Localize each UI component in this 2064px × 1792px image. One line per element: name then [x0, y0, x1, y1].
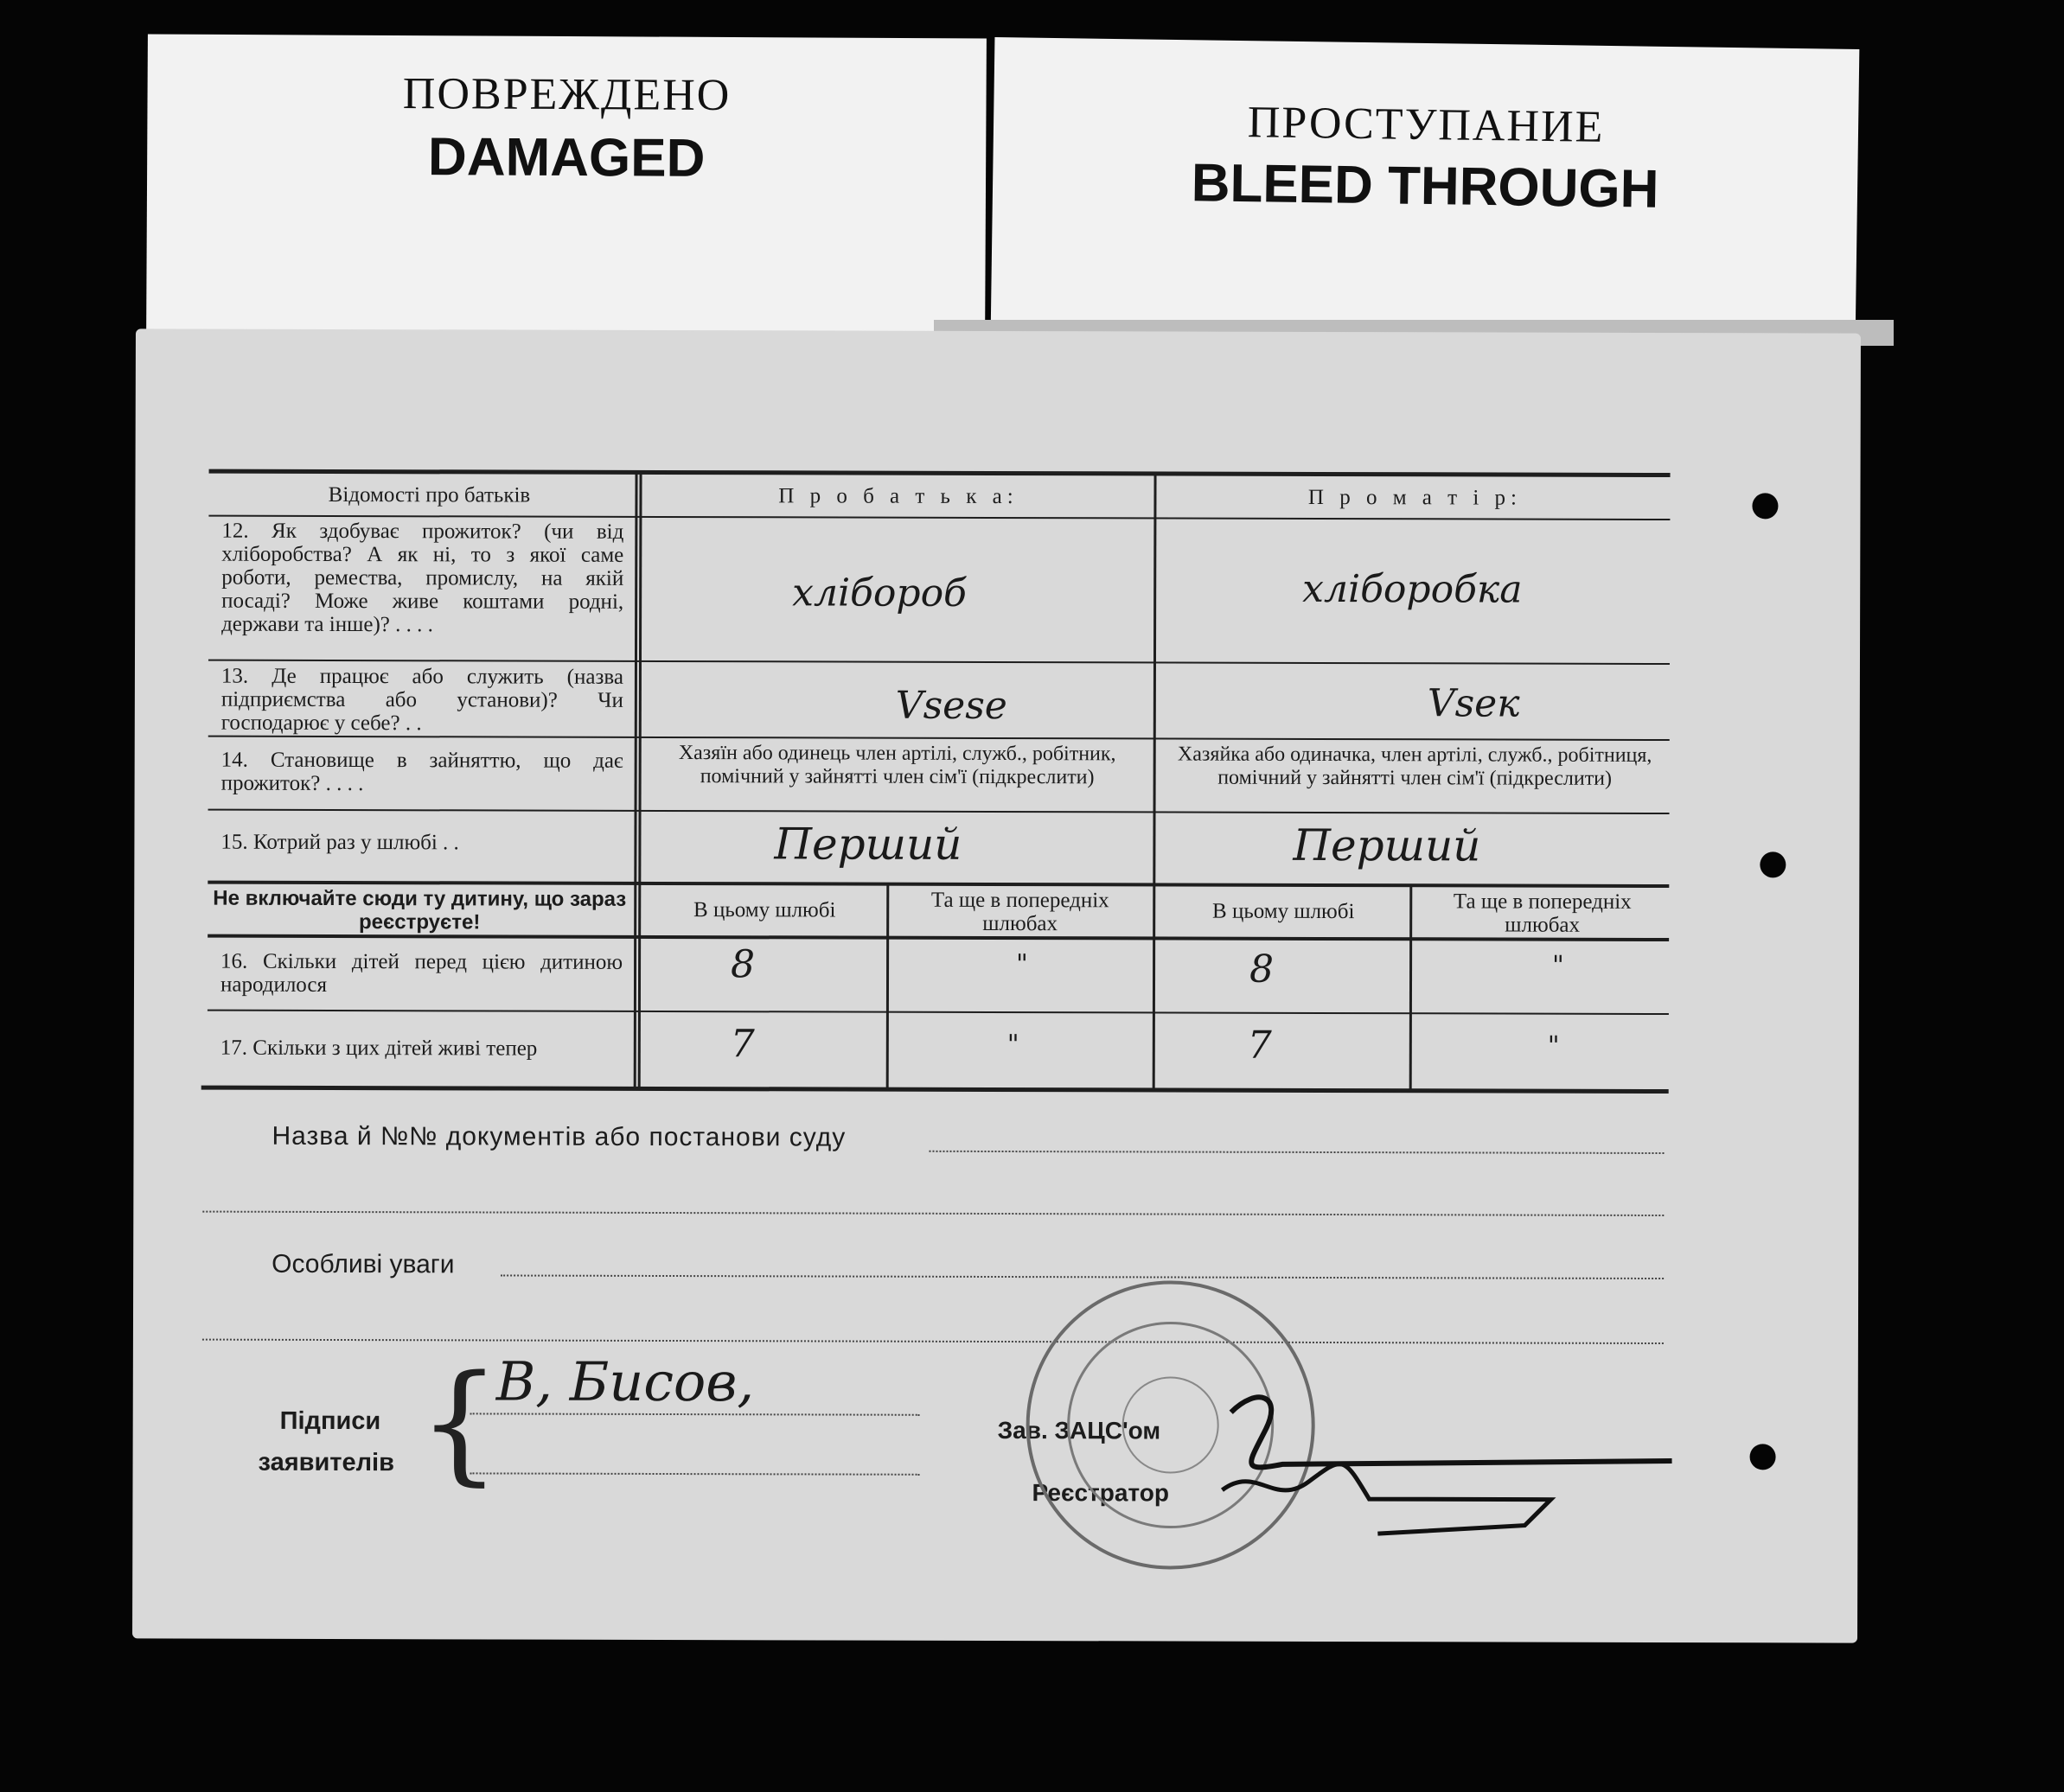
q17-mother-this: 7	[1247, 1023, 1272, 1068]
col-divider	[638, 473, 642, 1089]
rule	[208, 660, 1670, 665]
q15-mother-answer: Перший	[1293, 819, 1481, 871]
document-sheet	[132, 328, 1861, 1642]
q16-mother-this: 8	[1249, 947, 1275, 992]
col-divider	[634, 473, 638, 1089]
binding-hole	[1760, 851, 1786, 877]
signature-line-2	[470, 1472, 920, 1475]
mother-prev-marriage-header: Та ще в попередніх шлюбах	[1453, 890, 1632, 937]
q13-mother-answer: Vseк	[1427, 681, 1520, 726]
binding-hole	[1750, 1444, 1776, 1470]
binding-hole	[1752, 493, 1778, 519]
q12-father-answer: хлібороб	[792, 571, 968, 615]
father-this-marriage-header: В цьому шлюбі	[693, 898, 836, 922]
q17-label: 17. Скільки з цих дітей живі тепер	[220, 1036, 538, 1061]
documents-line-2	[202, 1211, 1664, 1216]
q13-father-answer: Vsese	[895, 683, 1007, 729]
damaged-en-label: DAMAGED	[427, 127, 706, 188]
q16-mother-prev: "	[1552, 950, 1564, 981]
mother-this-marriage-header: В цьому шлюбі	[1212, 899, 1355, 924]
father-prev-marriage-header: Та ще в попередніх шлюбах	[930, 888, 1109, 936]
applicants-brace: {	[418, 1348, 502, 1499]
q12-mother-answer: хліборобка	[1302, 566, 1523, 612]
col-divider	[1409, 885, 1413, 1091]
rule	[208, 1010, 1669, 1015]
col-divider	[1153, 474, 1157, 1090]
head-zags-label: Зав. ЗАЦС'ом	[997, 1417, 1161, 1444]
q16-label: 16. Скільки дітей перед цією дитиною народилося	[220, 949, 623, 997]
q16-father-prev: "	[1016, 949, 1028, 980]
bleed-through-card	[991, 37, 1860, 348]
header-parents: Відомості про батьків	[328, 482, 531, 507]
q14-father-options: Хазяїн або одинець член артілі, служб., робітник, помічний у зайнятті член сім'ї (підкреслити)	[678, 742, 1116, 789]
documents-label: Назва й №№ документів або постанови суду	[272, 1121, 847, 1152]
q15-label: 15. Котрий раз у шлюбі . .	[220, 830, 459, 855]
bleed-en-label: BLEED THROUGH	[1191, 153, 1659, 220]
q17-father-prev: "	[1006, 1030, 1019, 1061]
applicant-signature: В, Бисов,	[495, 1349, 755, 1414]
q17-father-this: 7	[730, 1022, 755, 1067]
documents-line	[929, 1151, 1664, 1154]
damaged-card	[146, 34, 987, 345]
table-top-rule	[209, 469, 1671, 477]
header-mother: П р о м а т і р:	[1307, 485, 1523, 510]
header-father: П р о б а т ь к а:	[778, 484, 1019, 509]
registrar-label: Реєстратор	[1032, 1479, 1170, 1507]
q15-father-answer: Перший	[774, 819, 962, 870]
q17-mother-prev: "	[1547, 1030, 1560, 1062]
rule	[208, 809, 1670, 814]
table-bottom-rule	[201, 1086, 1669, 1094]
remarks-line-2	[202, 1339, 1664, 1344]
signature-line-1	[470, 1413, 920, 1415]
q12-label: 12. Як здобуває прожиток? (чи від хліборобства? А як ні, то з якої саме роботи, ремества, промислу, на якій посаді? Може живе коштами родні, держави та інше)? . . . .	[221, 519, 624, 637]
damaged-ru-label: ПОВРЕЖДЕНО	[402, 69, 732, 120]
applicants-label-1: Підписи	[279, 1406, 381, 1436]
rule	[208, 736, 1670, 741]
remarks-label: Особливі уваги	[272, 1249, 455, 1279]
q13-label: 13. Де працює або служить (назва підприємства або установи)? Чи господарює у себе? . .	[220, 664, 623, 736]
q14-mother-options: Хазяйка або одиначка, член артілі, служб., робітниця, помічний у зайнятті член сім'ї (підкреслити)	[1177, 743, 1652, 790]
applicants-label-2: заявителів	[258, 1448, 394, 1477]
bleed-ru-label: ПРОСТУПАНИЕ	[1247, 98, 1605, 152]
registrar-signature	[1205, 1378, 1690, 1569]
q16-father-this: 8	[730, 942, 756, 987]
q14-label: 14. Становище в зайняттю, що дає прожиток? . . . .	[220, 748, 623, 796]
children-note: Не включайте сюди ту дитину, що зараз реєструєте!	[213, 886, 627, 934]
col-divider	[886, 884, 890, 1090]
